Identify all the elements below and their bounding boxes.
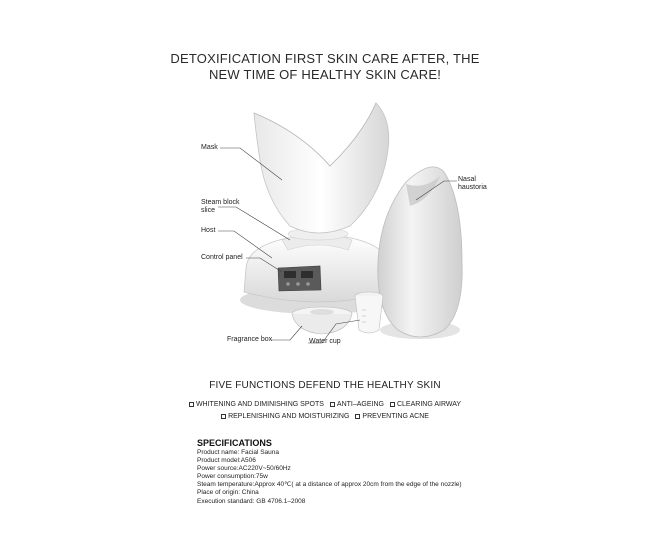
callout-host: Host — [201, 227, 216, 234]
callout-nasal-haustoria — [458, 176, 487, 192]
spec-line: Product model:A506 — [197, 457, 256, 465]
function-item — [390, 401, 461, 408]
function-label: ANTI–AGEING — [336, 401, 384, 408]
callout-mask: Mask — [201, 144, 218, 151]
callout-steam-block-line-1: Steam block — [201, 199, 240, 206]
spec-line: Execution standard: GB 4706.1–2008 — [197, 497, 306, 505]
functions-title: FIVE FUNCTIONS DEFEND THE HEALTHY SKIN — [209, 380, 441, 391]
function-item — [221, 413, 349, 420]
functions-row-2 — [0, 413, 650, 420]
function-item — [355, 413, 429, 420]
callout-water-cup: Water cup — [309, 338, 341, 345]
callout-steam-block-line-2: slice — [201, 207, 216, 214]
fragrance-box — [292, 307, 352, 334]
function-item — [330, 401, 384, 408]
callout-control-panel: Control panel — [201, 254, 243, 261]
specifications-block — [197, 438, 462, 506]
callout-steam-block — [201, 199, 240, 215]
function-label: REPLENISHING AND MOISTURIZING — [228, 413, 350, 420]
headline-line-2: NEW TIME OF HEALTHY SKIN CARE! — [208, 67, 442, 82]
checkbox-icon — [189, 402, 194, 407]
function-label: CLEARING AIRWAY — [396, 401, 462, 408]
checkbox-icon — [330, 402, 335, 407]
water-cup — [355, 292, 383, 333]
functions-row-1 — [0, 401, 650, 408]
spec-line: Place of origin: China — [197, 489, 259, 497]
mask — [254, 103, 389, 233]
function-label: WHITENING AND DIMINISHING SPOTS — [195, 401, 324, 408]
checkbox-icon — [390, 402, 395, 407]
headline-line-1: DETOXIFICATION FIRST SKIN CARE AFTER, THE — [170, 51, 480, 66]
checkbox-icon — [355, 414, 360, 419]
checkbox-icon — [221, 414, 226, 419]
callout-fragrance-box: Fragrance box — [227, 336, 273, 343]
spec-line: Power consumption:75w — [197, 473, 268, 481]
spec-line: Steam temperature:Approx 40℃( at a distance of approx 20cm from the edge of the nozzle) — [197, 481, 462, 489]
callout-nasal-line-2: haustoria — [458, 184, 487, 191]
function-label: PREVENTING ACNE — [362, 413, 429, 420]
spec-line: Power source:AC220V~50/60Hz — [197, 465, 291, 473]
nasal-haustoria — [378, 167, 462, 339]
function-item — [189, 401, 324, 408]
control-panel — [278, 266, 321, 291]
spec-line: Product name: Facial Sauna — [197, 449, 280, 456]
specifications-title: SPECIFICATIONS — [197, 438, 272, 448]
callout-nasal-line-1: Nasal — [458, 176, 476, 183]
